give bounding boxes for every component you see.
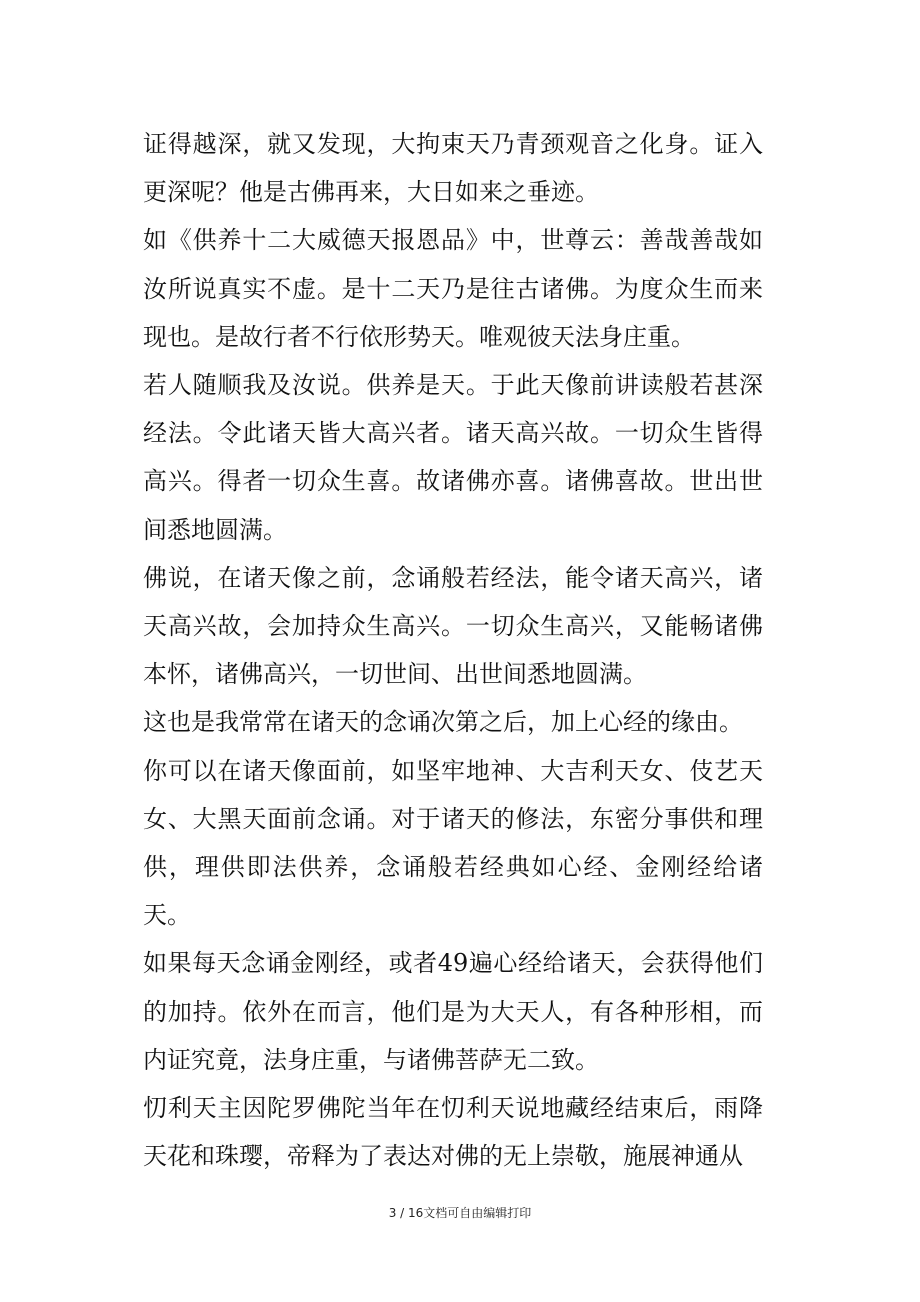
page-footer: 3 / 16文档可自由编辑打印 bbox=[388, 1206, 532, 1220]
paragraph: 忉利天主因陀罗佛陀当年在忉利天说地藏经结束后，雨降天花和珠璎，帝释为了表达对佛的无上崇敬，施展神通从 bbox=[143, 1094, 763, 1171]
paragraph: 如果每天念诵金刚经，或者49遍心经给诸天，会获得他们的加持。依外在而言，他们是为大天人，有各种形相，而内证究竟，法身庄重，与诸佛菩萨无二致。 bbox=[143, 949, 763, 1074]
paragraph: 证得越深，就又发现，大拘束天乃青颈观音之化身。证入更深呢？他是古佛再来，大日如来之垂迹。 bbox=[143, 130, 763, 207]
paragraph: 如《供养十二大威德天报恩品》中，世尊云：善哉善哉如汝所说真实不虚。是十二天乃是往古诸佛。为度众生而来现也。是故行者不行依形势天。唯观彼天法身庄重。 bbox=[143, 226, 763, 351]
document-body bbox=[143, 120, 763, 1180]
paragraph: 这也是我常常在诸天的念诵次第之后，加上心经的缘由。 bbox=[143, 708, 743, 737]
paragraph: 若人随顺我及汝说。供养是天。于此天像前讲读般若甚深经法。令此诸天皆大高兴者。诸天高兴故。一切众生皆得高兴。得者一切众生喜。故诸佛亦喜。诸佛喜故。世出世间悉地圆满。 bbox=[143, 371, 763, 544]
paragraph: 你可以在诸天像面前，如坚牢地神、大吉利天女、伎艺天女、大黑天面前念诵。对于诸天的修法，东密分事供和理供，理供即法供养，念诵般若经典如心经、金刚经给诸天。 bbox=[143, 756, 763, 930]
paragraph: 佛说，在诸天像之前，念诵般若经法，能令诸天高兴，诸天高兴故，会加持众生高兴。一切众生高兴，又能畅诸佛本怀，诸佛高兴，一切世间、出世间悉地圆满。 bbox=[143, 563, 763, 689]
